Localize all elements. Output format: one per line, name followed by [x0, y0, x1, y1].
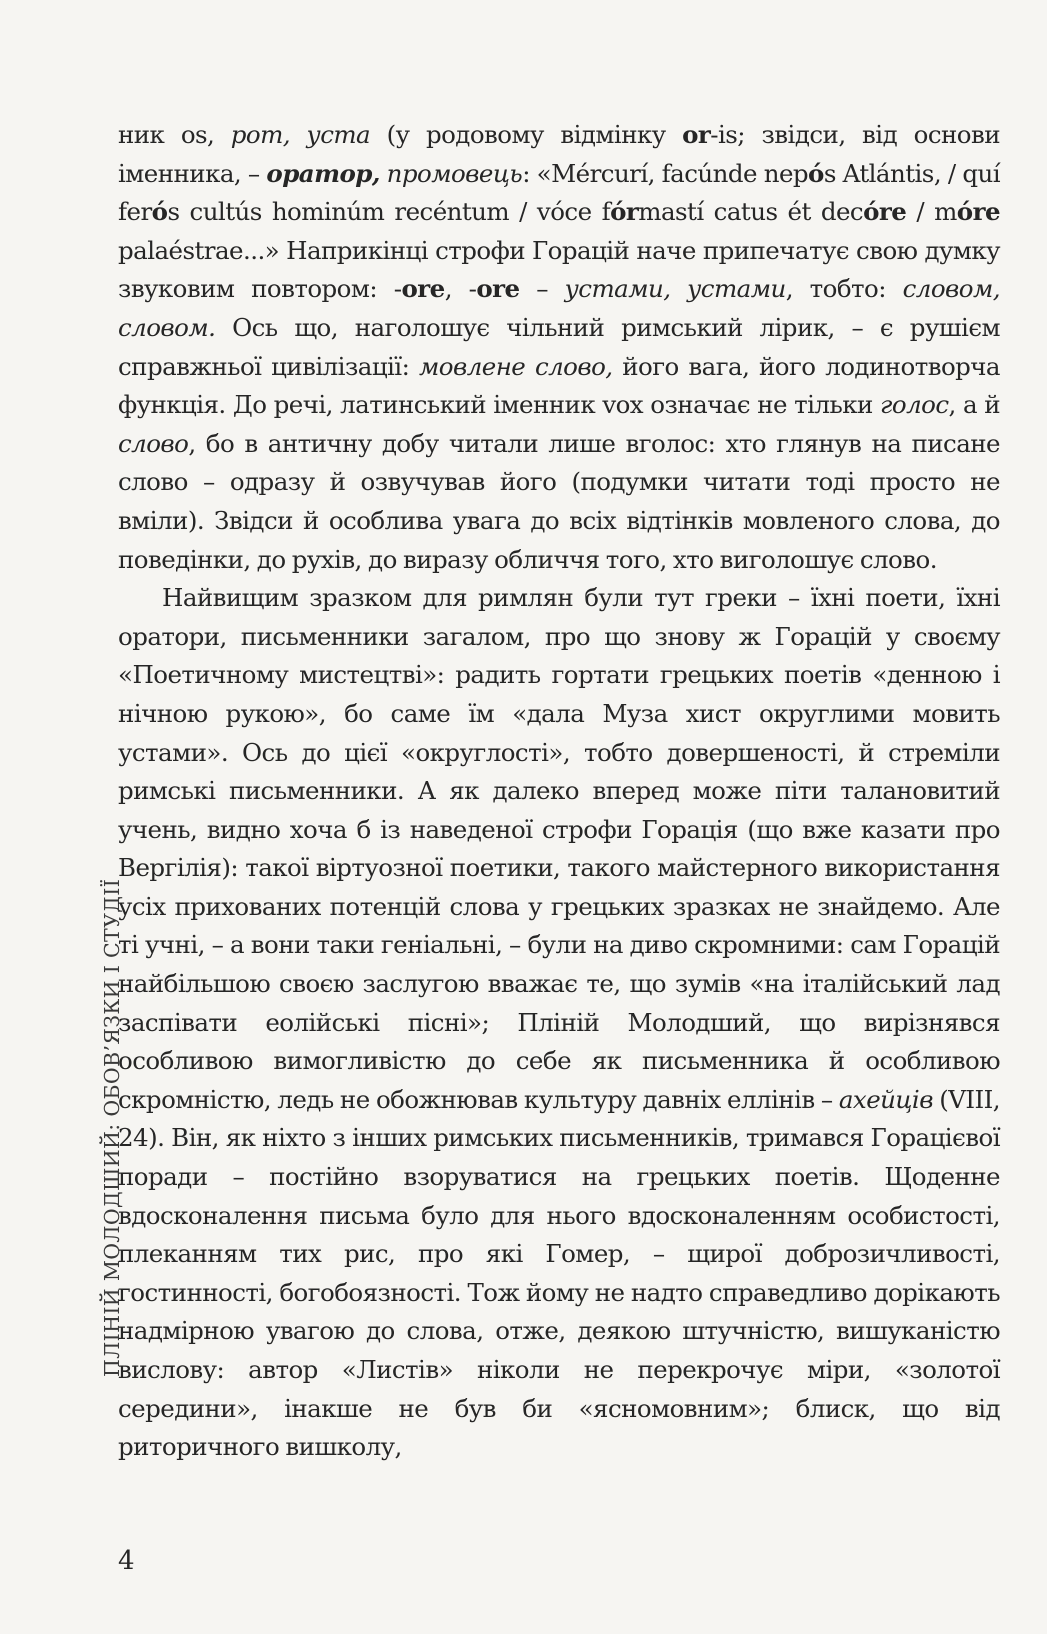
italic-span: мовлене слово,	[419, 351, 613, 381]
text-span: ник os,	[118, 120, 231, 149]
text-span: , тобто:	[785, 274, 903, 304]
paragraph-2	[118, 579, 1000, 1467]
running-head: ПЛІНІЙ МОЛОДШИЙ: ОБОВ’ЯЗКИ І СТУДІЇ	[100, 878, 124, 1377]
bold-span: or	[682, 120, 711, 149]
text-span: mastí catus ét dec	[638, 197, 864, 227]
text-span: Найвищим зразком для римлян були тут греки – їхні поети, їхні оратори, письменники загалом, про що знову ж Горацій у своєму «Поетичному мистецтві»: радить гортати грецьких поетів «денною і нічною рукою», бо саме їм «дала Муза хист округлими мовить устами». Ось до цієї «округлості», тобто довершеності, й стреміли римські письменники. А як далеко вперед може піти талановитий учень, видно хоча б із наведеної строфи Горація (що вже казати про Вергілія): такої віртуозної поетики, такого майстерного використання усіх прихованих потенцій слова у грецьких зразках не знайдемо. Але ті учні, – а вони таки геніальні, – були на диво скромними: сам Горацій найбільшою своєю заслугою вважає те, що зумів «на італійський лад заспівати еолійські пісні»; Пліній Молодший, що вирізнявся особливою вимогливістю до себе як письменника й особливою скромністю, ледь не обожнював культуру давніх еллінів –	[118, 583, 1000, 1114]
italic-span: словом, словом.	[118, 274, 1000, 342]
bold-span: ór	[610, 197, 639, 227]
text-span: s cultús hominúm recéntum / vóce f	[167, 197, 611, 227]
bold-span: óre	[956, 197, 1000, 227]
italic-span: ахейців	[838, 1084, 933, 1114]
bold-span: ó	[151, 197, 168, 227]
text-span: , а й	[948, 390, 1001, 420]
text-span	[380, 159, 387, 188]
text-span: / m	[906, 197, 957, 227]
italic-span: устами, устами	[564, 274, 786, 304]
text-span: (у родовому відмінку	[370, 120, 683, 149]
body-text	[118, 116, 1000, 1467]
text-span: його вага, його лодинотворча функція. До речі, латинський іменник vox означає не тільки	[118, 351, 1000, 420]
text-span: palaéstrae...» Наприкінці строфи Горацій наче припечатує свою думку звуковим повтором: -	[118, 235, 1000, 304]
page-number: 4	[118, 1546, 135, 1576]
italic-span: голос	[880, 390, 949, 420]
text-span: -is; звідси, від основи іменника, –	[118, 120, 1000, 188]
bold-span: óre	[863, 197, 907, 227]
bold-italic-span: оратор,	[266, 158, 380, 188]
bold-span: ore	[401, 274, 445, 304]
text-span: –	[519, 274, 565, 304]
text-span: s Atlántis, / quí fer	[118, 158, 1000, 227]
italic-span: рот, уста	[230, 120, 371, 149]
italic-span: слово	[118, 428, 189, 458]
text-span: , -	[444, 274, 477, 304]
text-span: Ось що, наголошує чільний римський лірик, – є рушієм справжньої цивілізації:	[118, 312, 1000, 381]
text-span: : «Mércurí, facúnde nep	[522, 158, 809, 188]
bold-span: ore	[476, 274, 520, 304]
bold-span: ó	[808, 158, 824, 188]
text-span: , бо в античну добу читали лише вголос: хто глянув на писане слово – одразу й озвучував його (подумки читати тоді просто не вміли). Звідси й особлива увага до всіх відтінків мовленого слова, до поведінки, до рухів, до виразу обличчя того, хто виголошує слово.	[118, 428, 1000, 574]
text-span: (VIII, 24). Він, як ніхто з інших римських письменників, тримався Горацієвої поради – постійно взоруватися на грецьких поетів. Щоденне вдосконалення письма було для нього вдосконаленням особистості, плеканням тих рис, про які Гомер, – щирої доброзичливості, гостинності, богобоязності. Тож йому не надто справедливо дорікають надмірною увагою до слова, отже, деякою штучністю, вишуканістю вислову: автор «Листів» ніколи не перекрочує міри, «золотої середини», інакше не був би «ясномовним»; блиск, що від риторичного вишколу,	[118, 1084, 1000, 1462]
italic-span: промовець	[386, 158, 523, 188]
paragraph-1	[118, 116, 1000, 579]
